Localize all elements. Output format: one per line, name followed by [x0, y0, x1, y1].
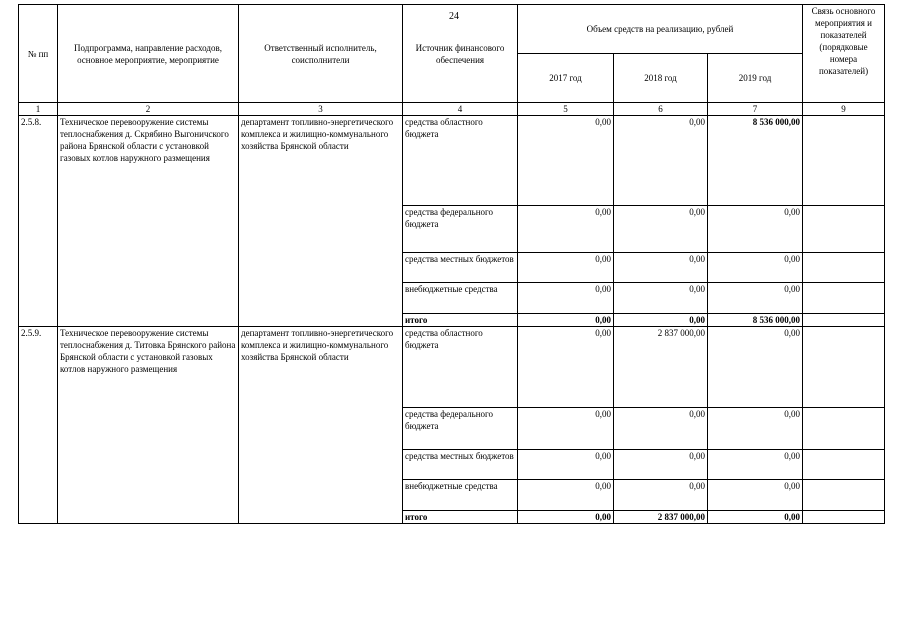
funding-source: средства областного бюджета — [403, 116, 518, 206]
link-cell — [803, 253, 885, 283]
value-2018: 0,00 — [614, 206, 708, 253]
value-2018: 0,00 — [614, 408, 708, 450]
table-row — [19, 327, 885, 408]
funding-source: внебюджетные средства — [403, 480, 518, 511]
header-volume: Объем средств на реализацию, рублей — [518, 5, 803, 54]
column-number: 9 — [803, 103, 885, 116]
funding-source: средства местных бюджетов — [403, 253, 518, 283]
value-2018: 0,00 — [614, 314, 708, 327]
value-2019: 0,00 — [708, 511, 803, 524]
link-cell — [803, 314, 885, 327]
value-2019: 8 536 000,00 — [708, 314, 803, 327]
value-2019: 0,00 — [708, 327, 803, 408]
measure-executor: департамент топливно-энергетического комплекса и жилищно-коммунального хозяйства Брянской области — [239, 116, 403, 327]
link-cell — [803, 283, 885, 314]
funding-source: внебюджетные средства — [403, 283, 518, 314]
value-2017: 0,00 — [518, 511, 614, 524]
header-year-2018: 2018 год — [614, 54, 708, 103]
value-2017: 0,00 — [518, 327, 614, 408]
funding-source: средства федерального бюджета — [403, 206, 518, 253]
value-2019: 0,00 — [708, 450, 803, 480]
header-year-2019: 2019 год — [708, 54, 803, 103]
column-number: 2 — [58, 103, 239, 116]
column-number: 7 — [708, 103, 803, 116]
value-2017: 0,00 — [518, 450, 614, 480]
funding-source: средства федерального бюджета — [403, 408, 518, 450]
budget-table — [18, 4, 885, 524]
column-number: 1 — [19, 103, 58, 116]
value-2019: 8 536 000,00 — [708, 116, 803, 206]
value-2019: 0,00 — [708, 283, 803, 314]
measure-title: Техническое перевооружение системы теплоснабжения д. Скрябино Выгоничского района Брянской области с установкой газовых котлов наружного размещения — [58, 116, 239, 327]
value-2018: 0,00 — [614, 116, 708, 206]
measure-executor: департамент топливно-энергетического комплекса и жилищно-коммунального хозяйства Брянской области — [239, 327, 403, 524]
header-executor: Ответственный исполнитель, соисполнители — [239, 5, 403, 103]
link-cell — [803, 450, 885, 480]
header-num: № пп — [19, 5, 58, 103]
table-row — [19, 116, 885, 206]
funding-source-total: итого — [403, 511, 518, 524]
link-cell — [803, 511, 885, 524]
column-number-row — [19, 103, 885, 116]
value-2019: 0,00 — [708, 253, 803, 283]
value-2019: 0,00 — [708, 206, 803, 253]
funding-source-total: итого — [403, 314, 518, 327]
value-2018: 2 837 000,00 — [614, 327, 708, 408]
value-2017: 0,00 — [518, 206, 614, 253]
value-2017: 0,00 — [518, 314, 614, 327]
column-number: 6 — [614, 103, 708, 116]
value-2018: 0,00 — [614, 253, 708, 283]
value-2019: 0,00 — [708, 480, 803, 511]
value-2017: 0,00 — [518, 116, 614, 206]
value-2018: 2 837 000,00 — [614, 511, 708, 524]
page-number: 24 — [449, 11, 459, 22]
value-2017: 0,00 — [518, 408, 614, 450]
link-cell — [803, 480, 885, 511]
value-2017: 0,00 — [518, 480, 614, 511]
column-number: 4 — [403, 103, 518, 116]
value-2017: 0,00 — [518, 253, 614, 283]
funding-source: средства областного бюджета — [403, 327, 518, 408]
column-number: 3 — [239, 103, 403, 116]
measure-number: 2.5.9. — [19, 327, 58, 524]
funding-source: средства местных бюджетов — [403, 450, 518, 480]
value-2018: 0,00 — [614, 450, 708, 480]
link-cell — [803, 116, 885, 206]
value-2018: 0,00 — [614, 283, 708, 314]
link-cell — [803, 206, 885, 253]
header-source: Источник финансового обеспечения — [403, 5, 518, 103]
measure-title: Техническое перевооружение системы теплоснабжения д. Титовка Брянского района Брянской области с установкой газовых котлов наружного размещения — [58, 327, 239, 524]
value-2019: 0,00 — [708, 408, 803, 450]
header-link: Связь основного мероприятия и показателей (порядковые номера показателей) — [803, 5, 885, 103]
value-2017: 0,00 — [518, 283, 614, 314]
column-number: 5 — [518, 103, 614, 116]
link-cell — [803, 408, 885, 450]
measure-number: 2.5.8. — [19, 116, 58, 327]
value-2018: 0,00 — [614, 480, 708, 511]
header-year-2017: 2017 год — [518, 54, 614, 103]
header-program: Подпрограмма, направление расходов, основное мероприятие, мероприятие — [58, 5, 239, 103]
link-cell — [803, 327, 885, 408]
